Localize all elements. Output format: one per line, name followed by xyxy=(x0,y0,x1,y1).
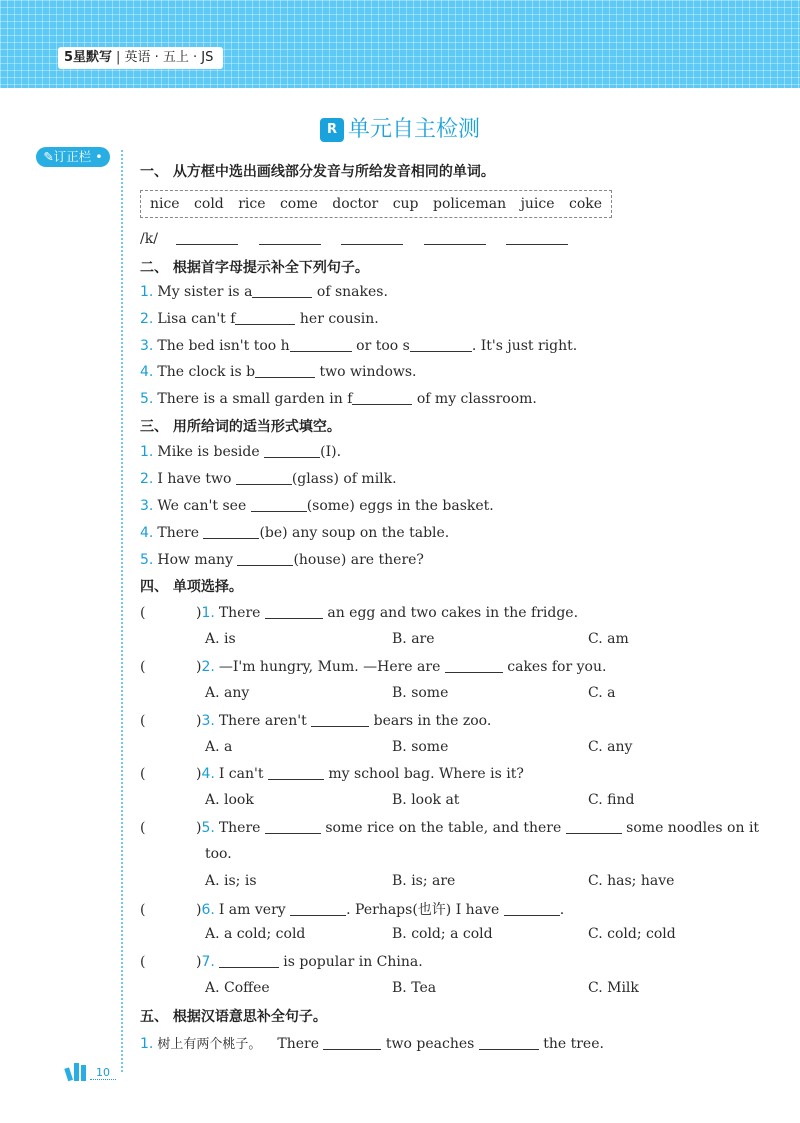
mcq-1: ( )1. There an egg and two cakes in the fridge. xyxy=(140,605,579,621)
item-number: 4. xyxy=(201,766,215,782)
item-number: 7. xyxy=(201,954,215,970)
item-number: 2. xyxy=(201,659,215,675)
unit-logo-icon: R xyxy=(320,118,344,142)
item-number: 2. xyxy=(140,471,154,487)
answer-blank[interactable] xyxy=(176,230,238,245)
footer-divider xyxy=(90,1079,116,1080)
word: cup xyxy=(392,196,419,212)
text: (house) are there? xyxy=(293,552,424,568)
text: There xyxy=(277,1036,324,1052)
mcq-7: ( )7. is popular in China. xyxy=(140,954,423,970)
answer-blank[interactable] xyxy=(479,1035,539,1050)
option-c[interactable]: C. has; have xyxy=(588,873,675,889)
item-number: 1. xyxy=(140,1036,154,1052)
item-number: 1. xyxy=(140,284,154,300)
hint-letter: h xyxy=(280,338,290,354)
text: two windows. xyxy=(315,364,417,380)
s3-item-2 xyxy=(140,470,397,487)
mcq-5: ( )5. There some rice on the table, and there some noodles on it xyxy=(140,820,760,836)
answer-parens[interactable]: ( xyxy=(140,902,146,918)
option-b[interactable]: B. are xyxy=(392,631,435,647)
text: The bed isn't too xyxy=(157,338,281,354)
word: come xyxy=(279,196,318,212)
option-a[interactable]: A. any xyxy=(205,685,250,701)
book-tag: 5星默写 | 英语 · 五上 · JS xyxy=(58,47,223,69)
option-b[interactable]: B. Tea xyxy=(392,980,437,996)
text: or too xyxy=(351,338,403,354)
answer-blank[interactable] xyxy=(290,337,352,352)
word: coke xyxy=(568,196,603,212)
word: nice xyxy=(149,196,180,212)
word: cold xyxy=(194,196,224,212)
text: I have two xyxy=(157,471,236,487)
text: an egg and two cakes in the fridge. xyxy=(322,605,579,621)
answer-blank[interactable] xyxy=(290,901,346,916)
item-number: 1. xyxy=(140,444,154,460)
answer-blank[interactable] xyxy=(352,390,412,405)
page-title xyxy=(0,112,800,143)
answer-blank[interactable] xyxy=(259,230,321,245)
text: How many xyxy=(157,552,238,568)
text: Lisa can't xyxy=(157,311,231,327)
mcq-5-continuation: too. xyxy=(205,846,232,862)
correction-column-badge: ✎订正栏 • xyxy=(36,147,110,167)
text: (glass) of milk. xyxy=(291,471,397,487)
word: rice xyxy=(238,196,266,212)
item-number: 5. xyxy=(140,391,154,407)
option-a[interactable]: A. Coffee xyxy=(205,980,270,996)
s2-item-4 xyxy=(140,363,417,380)
s2-item-3 xyxy=(140,337,577,354)
hint-letter: s xyxy=(402,338,410,354)
item-number: 5. xyxy=(140,552,154,568)
answer-blank[interactable] xyxy=(265,819,321,834)
text: I am very xyxy=(218,902,291,918)
answer-blank[interactable] xyxy=(323,1035,381,1050)
option-c[interactable]: C. cold; cold xyxy=(588,926,676,942)
answer-blank[interactable] xyxy=(410,337,472,352)
mcq-4: ( )4. I can't my school bag. Where is it? xyxy=(140,766,524,782)
answer-parens[interactable]: ( xyxy=(140,954,146,970)
option-b[interactable]: B. some xyxy=(392,739,449,755)
answer-blank[interactable] xyxy=(264,443,320,458)
text: of my classroom. xyxy=(412,391,537,407)
text: some rice on the table, and there xyxy=(320,820,566,836)
option-a[interactable]: A. look xyxy=(205,792,254,808)
s5-item-1 xyxy=(140,1033,604,1052)
text: . It's just right. xyxy=(471,338,578,354)
s3-item-3 xyxy=(140,497,494,514)
s3-item-4 xyxy=(140,524,449,541)
answer-parens[interactable]: ( xyxy=(140,605,146,621)
text: There aren't xyxy=(218,713,312,729)
brand-label: 5星默写 xyxy=(64,50,113,65)
text: There is a small garden in xyxy=(157,391,348,407)
hint-letter: b xyxy=(246,364,256,380)
text: cakes for you. xyxy=(502,659,607,675)
option-c[interactable]: C. am xyxy=(588,631,629,647)
word-box xyxy=(140,190,612,218)
item-number: 6. xyxy=(201,902,215,918)
text: —I'm hungry, Mum. —Here are xyxy=(218,659,445,675)
answer-parens[interactable]: ( xyxy=(140,820,146,836)
answer-blank[interactable] xyxy=(268,765,324,780)
word: policeman xyxy=(432,196,507,212)
section-2-heading: 二、 根据首字母提示补全下列句子。 xyxy=(140,260,369,276)
answer-parens[interactable]: ( xyxy=(140,766,146,782)
correction-divider xyxy=(121,150,123,1072)
page-number: 10 xyxy=(96,1066,110,1079)
answer-parens[interactable]: ( xyxy=(140,659,146,675)
item-number: 4. xyxy=(140,525,154,541)
text: I can't xyxy=(218,766,268,782)
answer-blank[interactable] xyxy=(506,230,568,245)
item-number: 4. xyxy=(140,364,154,380)
title-text: 单元自主检测 xyxy=(347,117,480,142)
answer-blank[interactable] xyxy=(445,658,503,673)
section-5-heading: 五、 根据汉语意思补全句子。 xyxy=(140,1009,327,1025)
option-a[interactable]: A. is xyxy=(205,631,236,647)
text: There xyxy=(218,605,265,621)
text: the tree. xyxy=(538,1036,604,1052)
s3-item-5 xyxy=(140,551,424,568)
option-c[interactable]: C. find xyxy=(588,792,635,808)
text: We can't see xyxy=(157,498,251,514)
s3-item-1 xyxy=(140,443,341,460)
answer-blank[interactable] xyxy=(219,953,279,968)
mcq-2: ( )2. —I'm hungry, Mum. —Here are cakes for you. xyxy=(140,659,607,675)
phonetic-row xyxy=(140,230,568,247)
answer-blank[interactable] xyxy=(311,712,369,727)
text: . Perhaps(也许) I have xyxy=(346,902,504,918)
hint-letter: f xyxy=(230,311,236,327)
answer-blank[interactable] xyxy=(265,604,323,619)
text: Mike is beside xyxy=(157,444,265,460)
answer-parens[interactable]: ( xyxy=(140,713,146,729)
section-3-heading: 三、 用所给词的适当形式填空。 xyxy=(140,419,341,435)
text: (some) eggs in the basket. xyxy=(306,498,494,514)
answer-blank[interactable] xyxy=(566,819,622,834)
text: My sister is xyxy=(157,284,245,300)
text: is popular in China. xyxy=(278,954,423,970)
word: juice xyxy=(520,196,555,212)
text: my school bag. Where is it? xyxy=(323,766,524,782)
text: There xyxy=(157,525,204,541)
chinese-prompt: 树上有两个桃子。 xyxy=(157,1037,262,1052)
section-1-heading: 一、 从方框中选出画线部分发音与所给发音相同的单词。 xyxy=(140,164,495,180)
answer-blank[interactable] xyxy=(235,310,295,325)
item-number: 3. xyxy=(140,498,154,514)
s2-item-2 xyxy=(140,310,379,327)
text: There xyxy=(218,820,265,836)
option-a[interactable]: A. is; is xyxy=(205,873,257,889)
item-number: 3. xyxy=(140,338,154,354)
answer-blank[interactable] xyxy=(255,363,315,378)
option-b[interactable]: B. cold; a cold xyxy=(392,926,493,942)
answer-blank[interactable] xyxy=(252,283,312,298)
answer-blank[interactable] xyxy=(251,497,307,512)
text: some noodles on it xyxy=(621,820,760,836)
text: (be) any soup on the table. xyxy=(259,525,450,541)
answer-blank[interactable] xyxy=(236,470,292,485)
option-a[interactable]: A. a cold; cold xyxy=(205,926,306,942)
item-number: 5. xyxy=(201,820,215,836)
page-header-band xyxy=(0,0,800,88)
option-b[interactable]: B. some xyxy=(392,685,449,701)
text: her cousin. xyxy=(295,311,379,327)
item-number: 3. xyxy=(201,713,215,729)
word: doctor xyxy=(332,196,379,212)
text: The clock is xyxy=(157,364,247,380)
text: two peaches xyxy=(381,1036,479,1052)
s2-item-1 xyxy=(140,283,388,300)
phonetic-symbol: /k/ xyxy=(140,231,158,247)
answer-blank[interactable] xyxy=(341,230,403,245)
s2-item-5 xyxy=(140,390,537,407)
books-icon xyxy=(64,1060,90,1082)
option-b[interactable]: B. look at xyxy=(392,792,460,808)
option-b[interactable]: B. is; are xyxy=(392,873,456,889)
text: of snakes. xyxy=(312,284,388,300)
mcq-6: ( )6. I am very . Perhaps(也许) I have . xyxy=(140,902,565,918)
text: . xyxy=(559,902,565,918)
mcq-3: ( )3. There aren't bears in the zoo. xyxy=(140,713,492,729)
option-c[interactable]: C. Milk xyxy=(588,980,639,996)
option-c[interactable]: C. any xyxy=(588,739,633,755)
text: (I). xyxy=(320,444,342,460)
answer-blank[interactable] xyxy=(237,551,293,566)
book-meta: 英语 · 五上 · JS xyxy=(124,50,214,65)
correction-label: 订正栏 xyxy=(53,149,92,164)
option-a[interactable]: A. a xyxy=(205,739,233,755)
item-number: 1. xyxy=(201,605,215,621)
hint-letter: f xyxy=(347,391,353,407)
answer-blank[interactable] xyxy=(424,230,486,245)
item-number: 2. xyxy=(140,311,154,327)
text: bears in the zoo. xyxy=(369,713,492,729)
section-4-heading: 四、 单项选择。 xyxy=(140,579,243,595)
answer-blank[interactable] xyxy=(504,901,560,916)
pencil-icon: ✎ xyxy=(43,149,54,164)
option-c[interactable]: C. a xyxy=(588,685,616,701)
answer-blank[interactable] xyxy=(203,524,259,539)
hint-letter: a xyxy=(244,284,253,300)
